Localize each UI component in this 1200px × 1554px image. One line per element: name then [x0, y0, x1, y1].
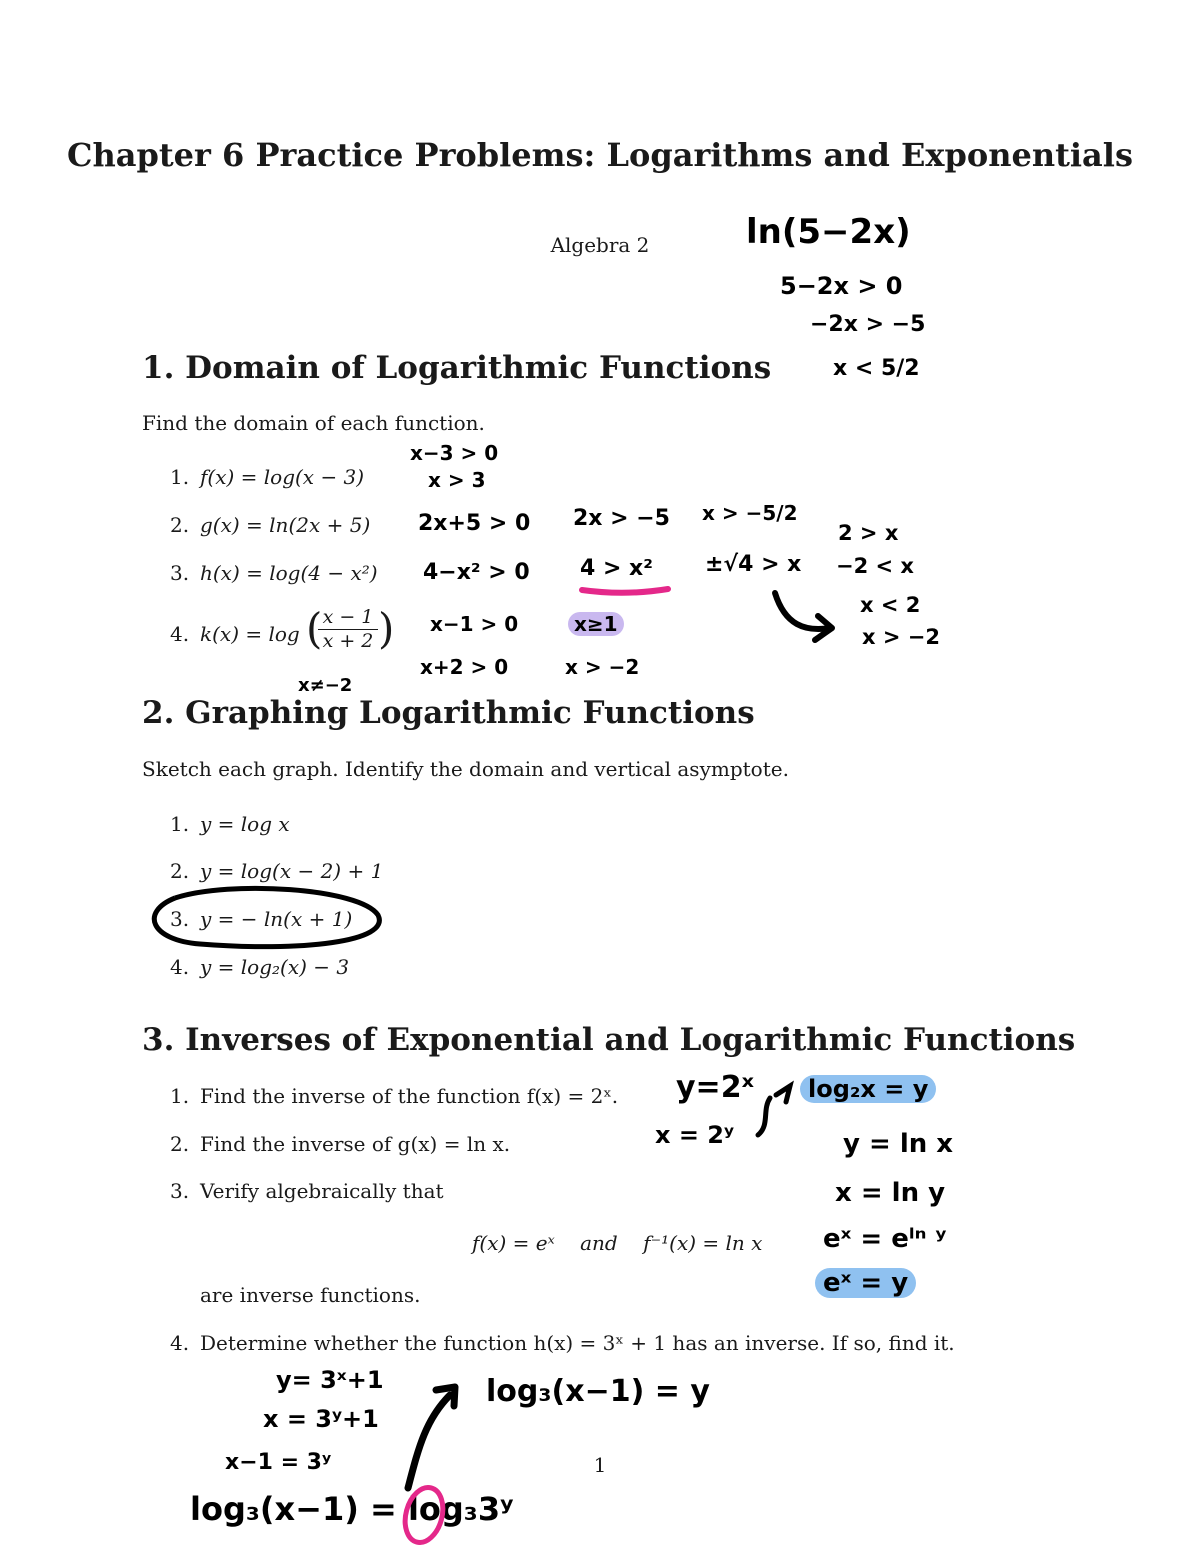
- pink-underline: [582, 589, 668, 593]
- item-expression: y = − ln(x + 1): [200, 907, 353, 931]
- hw-s3-1a: y=2ˣ: [676, 1070, 754, 1105]
- section-1-instruction: Find the domain of each function.: [142, 411, 485, 435]
- hw-s3-3b: eˣ = y: [815, 1268, 916, 1298]
- item-number: 2.: [170, 1132, 190, 1156]
- page-title: Chapter 6 Practice Problems: Logarithms and Exponentials: [67, 136, 1133, 174]
- item-text: Determine whether the function h(x) = 3ˣ + 1 has an inverse. If so, find it.: [200, 1331, 955, 1355]
- page-subtitle: Algebra 2: [550, 233, 650, 257]
- item-number: 1.: [170, 1084, 190, 1108]
- item-number: 3.: [170, 907, 190, 931]
- item-number: 4.: [170, 622, 190, 646]
- hw-s3-4a: y= 3ˣ+1: [276, 1366, 384, 1394]
- item-expression-prefix: k(x) = log: [200, 622, 300, 646]
- hw-s3-2a: y = ln x: [843, 1129, 954, 1159]
- curved-arrow-s3-1-head: [776, 1086, 790, 1102]
- s3-item-1: [170, 1084, 618, 1108]
- hw-s1-4c: x+2 > 0: [420, 655, 509, 679]
- display-equation: f(x) = eˣ and f⁻¹(x) = ln x: [472, 1231, 763, 1255]
- hw-s3-4c: x−1 = 3ʸ: [225, 1450, 332, 1475]
- hw-s3-3a: eˣ = eˡⁿ ʸ: [823, 1224, 947, 1254]
- s1-item-4-fraction: [318, 606, 378, 652]
- item-number: 4.: [170, 1331, 190, 1355]
- curved-arrow-s1: [775, 593, 830, 629]
- item-number: 4.: [170, 955, 190, 979]
- hw-s1-3f: x < 2: [860, 593, 921, 617]
- s2-item-2: [170, 859, 383, 883]
- s3-item-4: [170, 1331, 955, 1355]
- hw-s3-1c: log₂x = y: [800, 1075, 936, 1103]
- item-number: 2.: [170, 513, 190, 537]
- hw-s1-4e: x≠−2: [298, 675, 353, 696]
- page-number: 1: [593, 1453, 607, 1477]
- s2-item-1: [170, 812, 290, 836]
- paren-right: ): [378, 604, 395, 653]
- item-expression: y = log₂(x) − 3: [200, 955, 350, 979]
- hw-s1-3e: −2 < x: [836, 554, 914, 578]
- hw-s3-1b: x = 2ʸ: [655, 1121, 735, 1149]
- curved-arrow-s1-head: [815, 616, 832, 640]
- s1-item-1: [170, 465, 364, 489]
- hw-s1-3a: 4−x² > 0: [423, 560, 530, 585]
- hw-s1-3g: x > −2: [862, 625, 940, 649]
- s1-item-3: [170, 561, 378, 585]
- hw-s3-2b: x = ln y: [835, 1178, 946, 1208]
- hw-s3-4b: x = 3ʸ+1: [263, 1405, 379, 1433]
- s2-item-3: [170, 907, 352, 931]
- section-3-heading: 3. Inverses of Exponential and Logarithmic Functions: [142, 1022, 1076, 1058]
- hw-top-right-1: ln(5−2x): [746, 212, 911, 252]
- hw-s1-2c: x > −5/2: [702, 501, 798, 525]
- s3-item-3-after: are inverse functions.: [200, 1283, 421, 1307]
- section-2-instruction: Sketch each graph. Identify the domain and vertical asymptote.: [142, 757, 789, 781]
- hw-s1-3d: 2 > x: [838, 521, 899, 545]
- item-expression: h(x) = log(4 − x²): [200, 561, 378, 585]
- item-text: Find the inverse of the function f(x) = 2ˣ.: [200, 1084, 619, 1108]
- hw-top-right-4: x < 5/2: [833, 356, 920, 381]
- item-text: Find the inverse of g(x) = ln x.: [200, 1132, 511, 1156]
- item-number: 2.: [170, 859, 190, 883]
- item-expression: f(x) = log(x − 3): [200, 465, 365, 489]
- fraction-denominator: x + 2: [322, 630, 374, 652]
- item-expression: g(x) = ln(2x + 5): [200, 513, 371, 537]
- item-number: 3.: [170, 561, 190, 585]
- s1-item-4: [170, 622, 300, 646]
- item-expression: y = log(x − 2) + 1: [200, 859, 384, 883]
- item-text: Verify algebraically that: [200, 1179, 444, 1203]
- s3-item-2: [170, 1132, 510, 1156]
- hw-top-right-2: 5−2x > 0: [780, 272, 903, 300]
- section-1-heading: 1. Domain of Logarithmic Functions: [142, 350, 772, 386]
- s1-item-2: [170, 513, 370, 537]
- hw-s1-1b: x > 3: [428, 468, 486, 492]
- item-number: 1.: [170, 465, 190, 489]
- s3-item-3: [170, 1179, 444, 1203]
- section-2-heading: 2. Graphing Logarithmic Functions: [142, 695, 755, 731]
- hw-s3-4e: log₃(x−1) = y: [486, 1374, 710, 1409]
- curved-arrow-s3-1: [758, 1098, 770, 1135]
- hw-s1-2b: 2x > −5: [573, 506, 670, 531]
- arrow-s3-4-head: [436, 1387, 455, 1406]
- hw-s1-1a: x−3 > 0: [410, 441, 499, 465]
- hw-s1-2a: 2x+5 > 0: [418, 511, 531, 536]
- hw-s1-4a: x−1 > 0: [430, 612, 519, 636]
- hw-top-right-3: −2x > −5: [810, 312, 926, 337]
- fraction-numerator: x − 1: [318, 606, 378, 630]
- paren-left: (: [306, 604, 323, 653]
- hw-s1-4d: x > −2: [565, 655, 640, 679]
- hw-s3-4d: log₃(x−1) = log₃3ʸ: [190, 1490, 514, 1528]
- hw-s1-3b: 4 > x²: [580, 556, 653, 581]
- hw-s1-4b: x≥1: [568, 612, 624, 636]
- item-expression: y = log x: [200, 812, 290, 836]
- item-number: 1.: [170, 812, 190, 836]
- item-number: 3.: [170, 1179, 190, 1203]
- hw-s1-3c: ±√4 > x: [705, 552, 802, 577]
- s2-item-4: [170, 955, 349, 979]
